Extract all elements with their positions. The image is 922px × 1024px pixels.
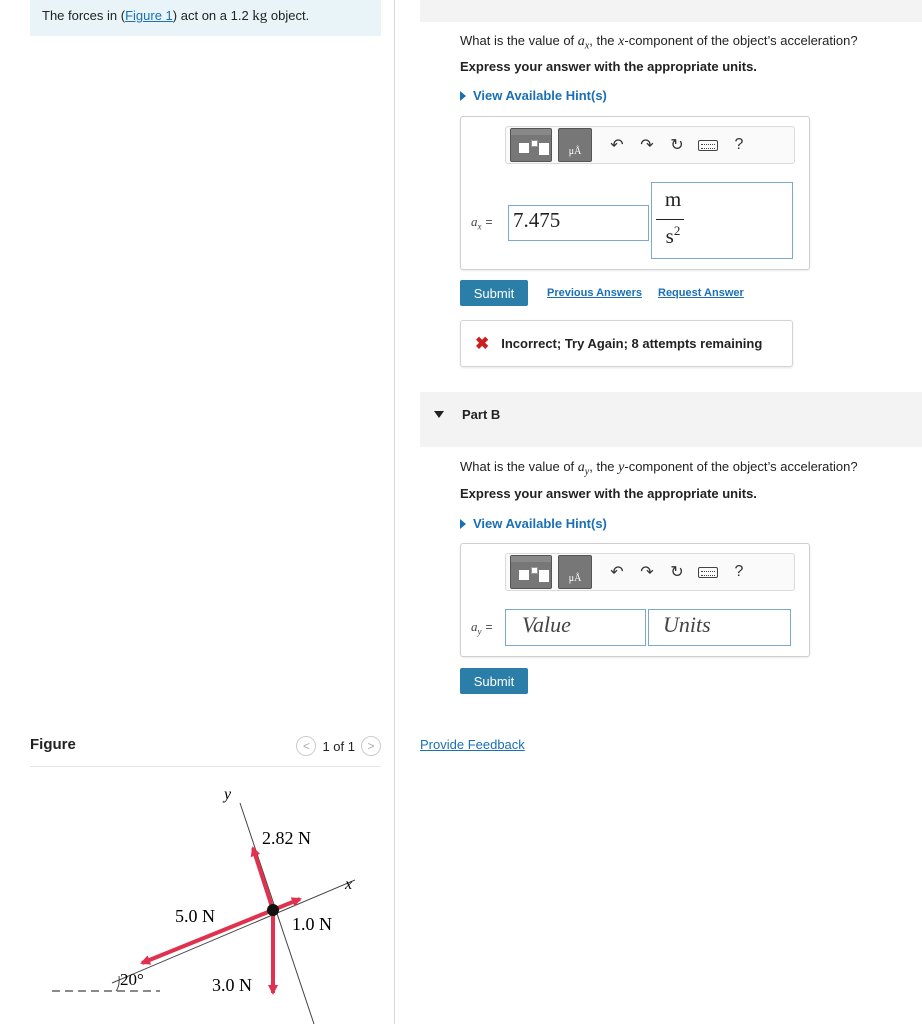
previous-answers-link[interactable]: Previous Answers — [547, 287, 642, 299]
help-icon[interactable]: ? — [734, 136, 744, 153]
part-a-question: What is the value of $a_x$, the x-component of the object’s acceleration? — [460, 33, 858, 52]
undo-icon[interactable]: ↶ — [610, 564, 624, 581]
part-b-header[interactable] — [420, 392, 922, 447]
collapse-triangle-icon — [434, 411, 444, 418]
figure-link[interactable]: Figure 1 — [125, 8, 173, 23]
part-b-value-input[interactable]: Value — [505, 609, 646, 646]
units-denominator: $s^2$ — [665, 223, 681, 248]
templates-icon[interactable] — [510, 555, 552, 589]
figure-pager — [296, 736, 381, 756]
expand-triangle-icon — [460, 91, 466, 101]
force-diagram — [30, 775, 381, 1024]
y-axis-label: y — [224, 786, 232, 803]
force-left-label: 5.0 N — [175, 906, 215, 926]
units-numerator: m — [664, 187, 682, 211]
part-a-feedback-message — [460, 320, 793, 367]
part-b-variable-label: $a_y$ = — [471, 619, 493, 637]
part-b-label: Part B — [462, 407, 501, 422]
part-a-units-input[interactable] — [651, 182, 793, 259]
request-answer-link[interactable]: Request Answer — [658, 287, 744, 299]
redo-icon[interactable]: ↷ — [640, 137, 654, 154]
part-b-units-input[interactable]: Units — [648, 609, 791, 646]
figure-next-button[interactable]: > — [361, 736, 381, 756]
x-axis-label: x — [345, 876, 353, 893]
units-icon[interactable]: μÅ — [558, 128, 592, 162]
redo-icon[interactable]: ↷ — [640, 564, 654, 581]
mass-unit: kg — [252, 8, 268, 24]
problem-text-middle: ) act on a 1.2 — [172, 8, 253, 23]
part-a-variable-label: $a_x$ = — [471, 214, 493, 232]
help-icon[interactable]: ? — [734, 563, 744, 580]
part-a-math-toolbar — [505, 126, 795, 164]
provide-feedback-link[interactable]: Provide Feedback — [420, 737, 525, 752]
part-a-hints-toggle[interactable] — [460, 88, 607, 103]
figure-prev-button[interactable]: < — [296, 736, 316, 756]
part-b-hints-toggle[interactable] — [460, 516, 607, 531]
part-a-header-strip — [420, 0, 922, 22]
force-down-label: 3.0 N — [212, 975, 252, 995]
problem-text-prefix: The forces in ( — [42, 8, 126, 23]
keyboard-icon[interactable] — [698, 567, 718, 578]
incorrect-x-icon: ✖ — [475, 333, 490, 353]
feedback-text: Incorrect; Try Again; 8 attempts remaining — [501, 336, 763, 351]
part-a-express-instruction: Express your answer with the appropriate units. — [460, 59, 757, 74]
part-a-answer-panel — [460, 116, 810, 270]
part-b-express-instruction: Express your answer with the appropriate units. — [460, 486, 757, 501]
part-a-submit-button[interactable]: Submit — [460, 280, 528, 306]
undo-icon[interactable]: ↶ — [610, 137, 624, 154]
angle-arc — [116, 976, 119, 991]
templates-icon[interactable] — [510, 128, 552, 162]
part-a-hints-label: View Available Hint(s) — [473, 88, 607, 103]
part-b-hints-label: View Available Hint(s) — [473, 516, 607, 531]
angle-label: 20° — [120, 970, 144, 989]
force-right-label: 1.0 N — [292, 914, 332, 934]
part-b-math-toolbar — [505, 553, 795, 591]
reset-icon[interactable]: ↻ — [670, 564, 684, 581]
column-divider — [394, 0, 395, 1024]
part-a-value-input[interactable]: 7.475 — [508, 205, 649, 241]
expand-triangle-icon — [460, 519, 466, 529]
object-point — [267, 904, 279, 916]
problem-text-suffix: object. — [267, 8, 310, 23]
figure-page-count: 1 of 1 — [322, 738, 355, 754]
problem-statement — [30, 0, 381, 36]
keyboard-icon[interactable] — [698, 140, 718, 151]
reset-icon[interactable]: ↻ — [670, 137, 684, 154]
force-arrow-up — [253, 848, 273, 910]
figure-header — [30, 733, 381, 767]
part-b-answer-panel — [460, 543, 810, 657]
figure-title: Figure — [30, 736, 76, 753]
part-b-question: What is the value of $a_y$, the y-component of the object’s acceleration? — [460, 459, 858, 478]
part-b-submit-button[interactable]: Submit — [460, 668, 528, 694]
units-icon[interactable]: μÅ — [558, 555, 592, 589]
force-up-label: 2.82 N — [262, 828, 311, 848]
